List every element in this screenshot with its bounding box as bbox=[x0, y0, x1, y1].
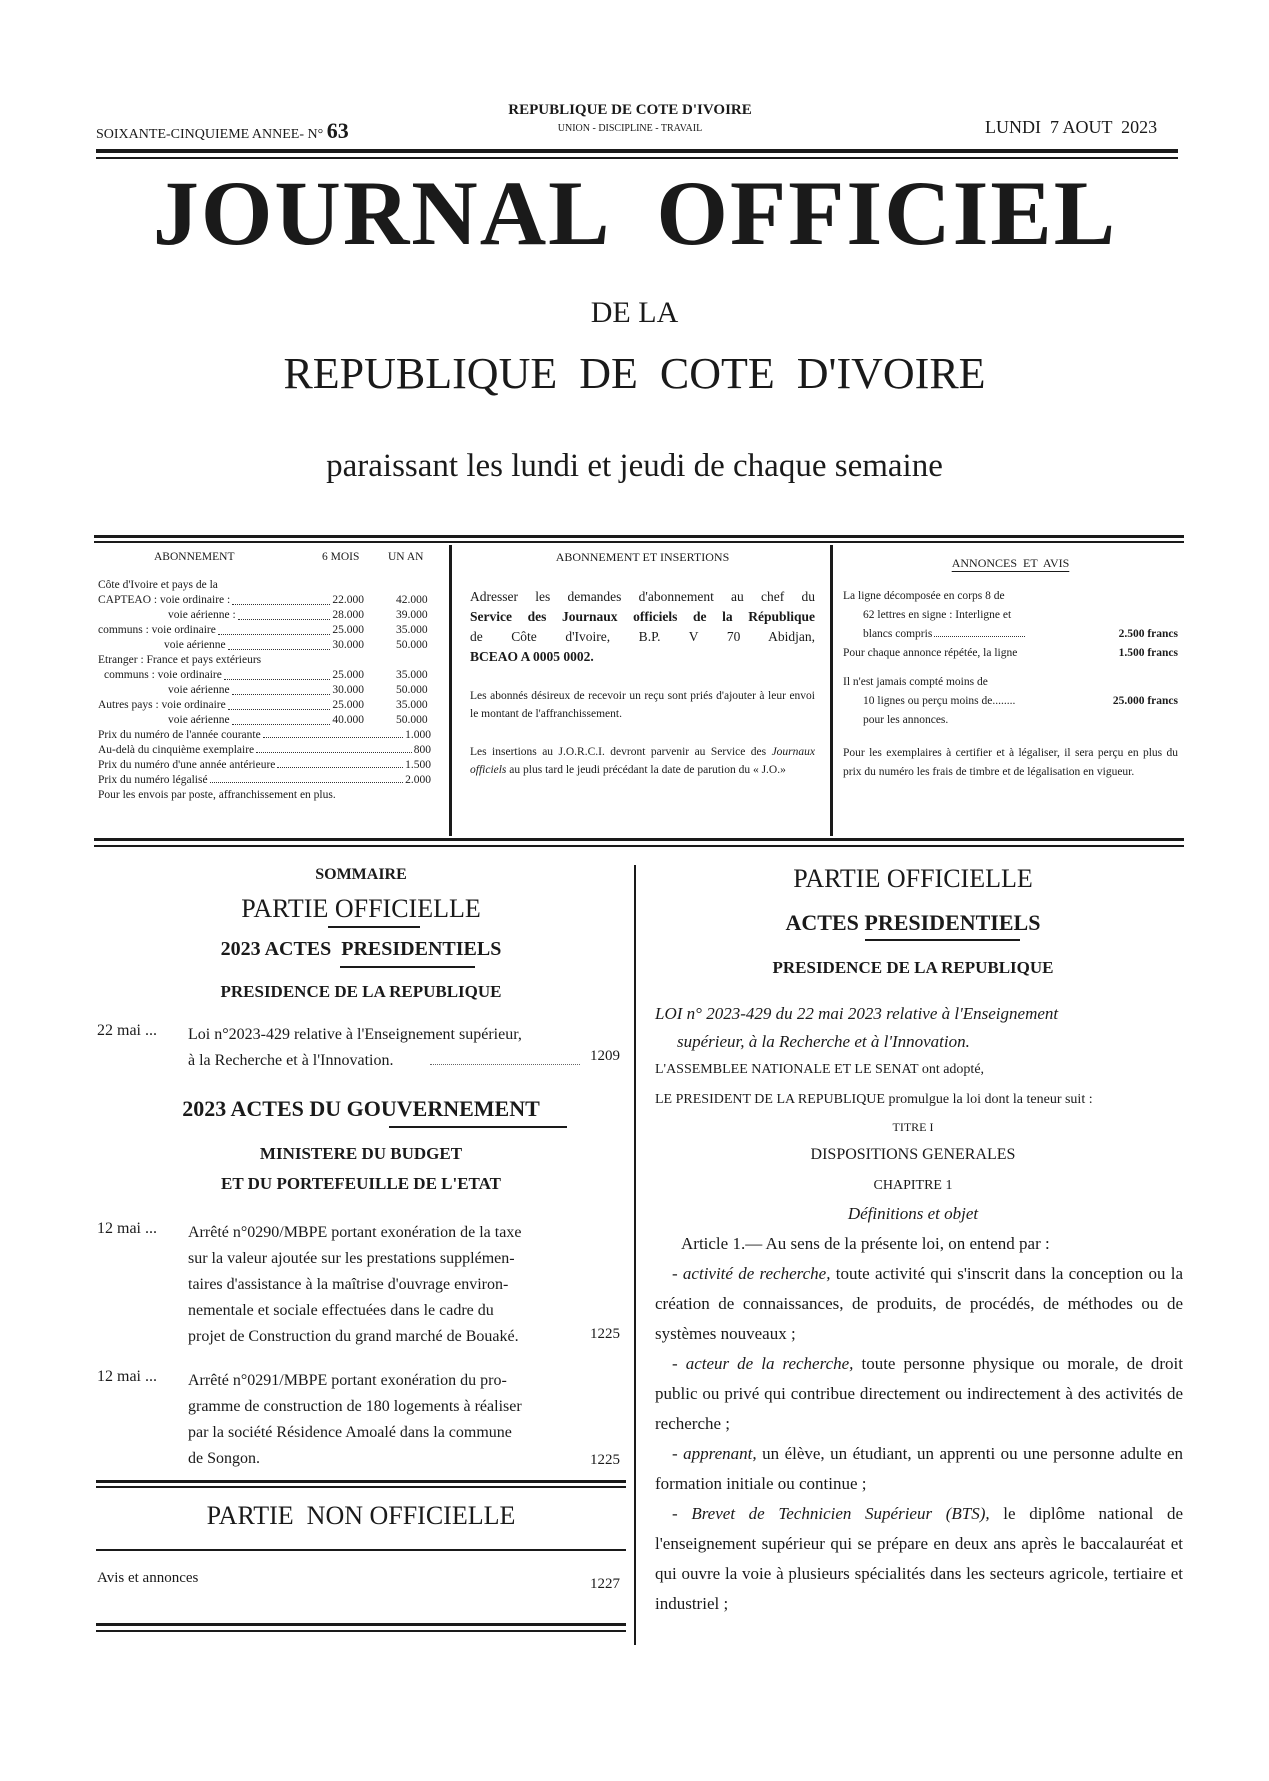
definitions: Définitions et objet bbox=[847, 1204, 979, 1223]
infobox-rule-bottom-thin bbox=[94, 845, 1184, 847]
abonnement-row: CAPTEAO : voie ordinaire : 22.000 42.000 bbox=[98, 594, 428, 606]
annonces-header: ANNONCES ET AVIS bbox=[951, 556, 1070, 570]
infobox-rule-top-thin bbox=[94, 541, 1184, 543]
entry-date: 12 mai ... bbox=[97, 1220, 157, 1237]
definition-4: - Brevet de Technicien Supérieur (BTS), le diplôme national de l'enseignement supérieur qui se prépare en deux ans après le baccalauréat et qui ouvre la voie à plusieurs spécialités dans les secteurs agricole, tertiaire et industriel ; bbox=[655, 1504, 1183, 1613]
dispositions: DISPOSITIONS GENERALES bbox=[810, 1146, 1016, 1163]
definition-2: - acteur de la recherche, toute personne physique ou morale, de droit public ou privé qui contribue directement ou indirectement à des activités de recherche ; bbox=[655, 1354, 1183, 1433]
entry-date: 22 mai ... bbox=[97, 1022, 157, 1039]
entry-page: 1225 bbox=[590, 1452, 620, 1468]
definition-3: - apprenant, un élève, un étudiant, un apprenti ou une personne adulte en formation initiale ou continue ; bbox=[655, 1444, 1183, 1493]
right-actes: ACTES PRESIDENTIELS bbox=[785, 910, 1041, 935]
abonnement-row: voie aérienne : 28.000 39.000 bbox=[168, 609, 428, 621]
price-row: Prix du numéro de l'année courante 1.000 bbox=[98, 729, 431, 741]
abonnement-intro: Côte d'Ivoire et pays de la bbox=[98, 579, 218, 591]
year-issue bbox=[96, 118, 349, 144]
abonnement-row: communs : voie ordinaire 25.000 35.000 bbox=[104, 669, 428, 681]
avis-label: Avis et annonces bbox=[97, 1570, 199, 1586]
avis-page: 1227 bbox=[590, 1576, 620, 1592]
ministere-a: MINISTERE DU BUDGET bbox=[259, 1144, 463, 1163]
article-intro: Article 1.— Au sens de la présente loi, on entend par : bbox=[681, 1234, 1050, 1253]
right-presidence: PRESIDENCE DE LA REPUBLIQUE bbox=[772, 958, 1054, 977]
abonnement-row: communs : voie ordinaire 25.000 35.000 bbox=[98, 624, 428, 636]
infobox-rule-bottom bbox=[94, 838, 1184, 841]
sommaire-rule-bottom-thin bbox=[96, 1630, 626, 1632]
insertions-delai: Les insertions au J.O.R.C.I. devront parvenir au Service des Journaux officiels au plus tard le jeudi précédant la date de parution du « J.O.» bbox=[470, 746, 815, 776]
entry-text: Arrêté n°0290/MBPE portant exonération de la taxe sur la valeur ajoutée sur les prestations supplémen- taires d'assistance à la maîtrise d'ouvrage environ- nementale et sociale effectuées dans le cadre du projet de Construction du grand marché de Bouaké. bbox=[188, 1224, 522, 1345]
entry-leader bbox=[430, 1064, 580, 1065]
abonnement-footer: Pour les envois par poste, affranchissement en plus. bbox=[98, 789, 336, 801]
col-an: UN AN bbox=[388, 551, 424, 563]
de-la: DE LA bbox=[590, 296, 679, 329]
entry-text: Arrêté n°0291/MBPE portant exonération du pro- gramme de construction de 180 logements à réaliser par la société Résidence Amoalé dans la commune de Songon. bbox=[188, 1372, 522, 1467]
price-row: Prix du numéro d'une année antérieure 1.500 bbox=[98, 759, 431, 771]
underline bbox=[389, 1126, 567, 1128]
underline bbox=[328, 926, 420, 928]
entry-page: 1209 bbox=[590, 1048, 620, 1064]
chapitre: CHAPITRE 1 bbox=[873, 1178, 953, 1193]
loi-title: LOI n° 2023-429 du 22 mai 2023 relative à l'Enseignement supérieur, à la Recherche et à l'Innovation. bbox=[655, 1004, 1059, 1051]
sommaire-rule bbox=[96, 1480, 626, 1483]
titre: TITRE I bbox=[892, 1120, 934, 1134]
republic-label: REPUBLIQUE DE COTE D'IVOIRE bbox=[508, 102, 752, 118]
masthead-rule-top bbox=[96, 149, 1178, 153]
etranger-label: Etranger : France et pays extérieurs bbox=[98, 654, 262, 666]
insertions-header: ABONNEMENT ET INSERTIONS bbox=[555, 550, 730, 564]
infobox-divider-2 bbox=[830, 545, 833, 836]
insertions-recu: Les abonnés désireux de recevoir un reçu sont priés d'ajouter à leur envoi le montant de l'affranchissement. bbox=[470, 690, 815, 720]
sommaire-presidence: PRESIDENCE DE LA REPUBLIQUE bbox=[220, 982, 502, 1001]
journal-title: JOURNAL OFFICIEL bbox=[152, 162, 1118, 264]
entry-date: 12 mai ... bbox=[97, 1368, 157, 1385]
sommaire-partie: PARTIE OFFICIELLE bbox=[241, 894, 481, 923]
underline bbox=[865, 939, 1020, 941]
column-divider bbox=[634, 865, 636, 1645]
insertions-column bbox=[470, 550, 815, 779]
article-body bbox=[655, 1229, 1183, 1619]
sommaire-rule-thin bbox=[96, 1486, 626, 1488]
price-row: Au-delà du cinquième exemplaire 800 bbox=[98, 744, 431, 756]
promulgue: LE PRESIDENT DE LA REPUBLIQUE promulgue la loi dont la teneur suit : bbox=[655, 1092, 1093, 1107]
price-row: Prix du numéro légalisé 2.000 bbox=[98, 774, 431, 786]
abonnement-header: ABONNEMENT bbox=[154, 551, 235, 563]
abonnement-row: voie aérienne 30.000 50.000 bbox=[168, 684, 428, 696]
abonnement-row: Autres pays : voie ordinaire 25.000 35.000 bbox=[98, 699, 428, 711]
abonnement-row: voie aérienne 40.000 50.000 bbox=[168, 714, 428, 726]
infobox-rule-top bbox=[94, 535, 1184, 538]
assemblee: L'ASSEMBLEE NATIONALE ET LE SENAT ont adopté, bbox=[655, 1062, 985, 1077]
sommaire-rule-bottom bbox=[96, 1623, 626, 1626]
issue-date: LUNDI 7 AOUT 2023 bbox=[985, 117, 1158, 137]
year-label: SOIXANTE-CINQUIEME ANNEE- N° bbox=[96, 127, 324, 142]
sommaire-rule-2 bbox=[96, 1549, 626, 1551]
underline bbox=[340, 966, 475, 968]
country-title: REPUBLIQUE DE COTE D'IVOIRE bbox=[283, 349, 986, 398]
definition-1: - activité de recherche, toute activité qui s'inscrit dans la conception ou la création de connaissances, de produits, de procédés, de méthodes ou de systèmes nouveaux ; bbox=[655, 1264, 1183, 1343]
issue-number: 63 bbox=[326, 118, 349, 143]
sommaire-title: SOMMAIRE bbox=[315, 866, 407, 883]
right-partie: PARTIE OFFICIELLE bbox=[793, 864, 1033, 893]
insertions-address: Adresser les demandes d'abonnement au chef du Service des Journaux officiels de la République de Côte d'Ivoire, B.P. V 70 Abidjan, BCEAO A 0005 0002. bbox=[470, 589, 815, 664]
col-6mois: 6 MOIS bbox=[322, 551, 360, 563]
tagline: paraissant les lundi et jeudi de chaque semaine bbox=[326, 448, 943, 484]
sommaire-actes-pres: 2023 ACTES PRESIDENTIELS bbox=[220, 938, 502, 960]
infobox-divider-1 bbox=[449, 545, 452, 836]
abonnement-column bbox=[98, 550, 438, 803]
abonnement-row: voie aérienne 30.000 50.000 bbox=[164, 639, 428, 651]
sommaire-actes-gouv: 2023 ACTES DU GOUVERNEMENT bbox=[182, 1096, 540, 1121]
ministere-b: ET DU PORTEFEUILLE DE L'ETAT bbox=[221, 1174, 501, 1193]
annonces-column: ANNONCES ET AVIS La ligne décomposée en corps 8 de 62 lettres en signe : Interligne et blancs compris 2.500 francs Pour chaque annonce répétée, la ligne 1.500 francs Il n'est jamais compté moins de 10 lignes ou perçu moins de........ 25.000 francs pour les annonces. Pour les exemplaires à certifier et à légaliser, il sera perçu en plus du prix du numéro les frais de timbre et de légalisation en vigueur. bbox=[843, 556, 1179, 778]
entry-text: Loi n°2023-429 relative à l'Enseignement supérieur, à la Recherche et à l'Innovation. bbox=[188, 1026, 522, 1069]
non-officielle: PARTIE NON OFFICIELLE bbox=[206, 1501, 516, 1530]
entry-page: 1225 bbox=[590, 1326, 620, 1342]
motto: UNION - DISCIPLINE - TRAVAIL bbox=[557, 123, 703, 134]
